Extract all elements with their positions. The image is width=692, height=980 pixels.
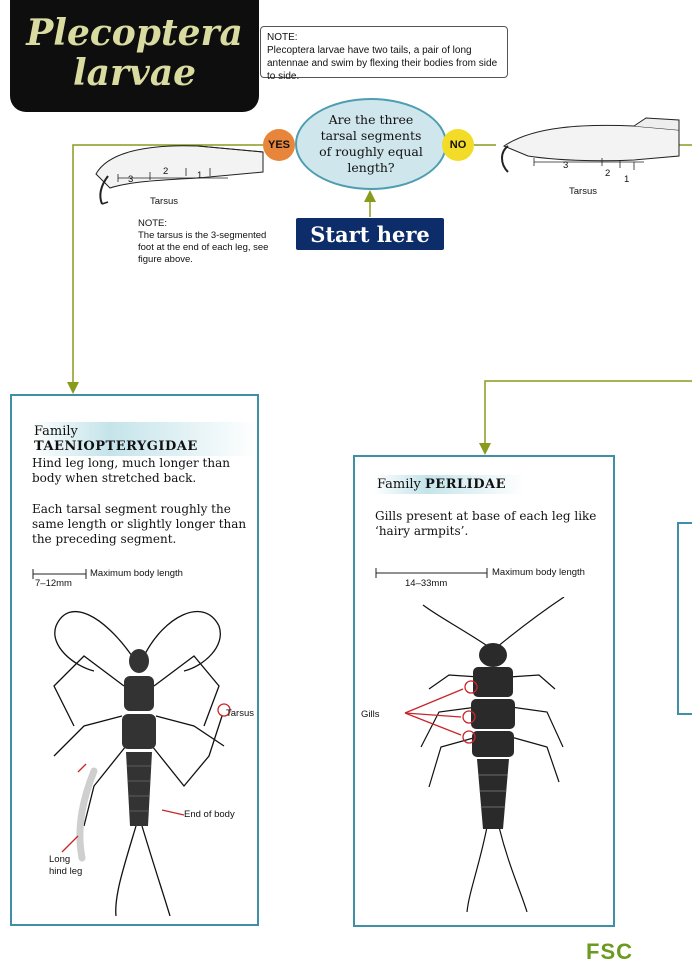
title-line-1: Plecoptera xyxy=(26,12,243,54)
leg-illustration-left xyxy=(88,132,268,212)
tarsus-right-seg3: 3 xyxy=(563,160,569,171)
family1-scale-value: 7–12mm xyxy=(35,578,72,589)
question-ellipse xyxy=(295,98,447,190)
family-prefix: Family xyxy=(377,477,421,492)
title-line-2: larvae xyxy=(72,52,197,94)
question-text: Are the three tarsal segments of roughly equal length? xyxy=(319,112,423,175)
note-left-text: The tarsus is the 3-segmented foot at the end of each leg, see figure above. xyxy=(138,230,269,265)
start-here-banner: Start here xyxy=(296,218,444,250)
family2-scale-value: 14–33mm xyxy=(405,578,448,589)
family-taeniopterygidae-box xyxy=(10,394,259,926)
tarsus-right-seg1: 1 xyxy=(624,174,630,185)
family1-desc-2: Each tarsal segment roughly the same length or slightly longer than the preceding segment. xyxy=(32,502,247,546)
title-block xyxy=(10,0,259,112)
family2-scale-label: Maximum body length xyxy=(492,567,585,578)
family-perlidae-box xyxy=(353,455,615,927)
note-top-label: NOTE: xyxy=(267,32,298,43)
family1-callout-end: End of body xyxy=(184,809,235,820)
family2-callout-gills: Gills xyxy=(361,709,380,720)
tarsus-left-seg3: 3 xyxy=(128,174,134,185)
tarsus-right-label: Tarsus xyxy=(569,186,597,197)
family1-callout-tarsus: Tarsus xyxy=(226,708,254,719)
no-circle: NO xyxy=(442,129,474,161)
yes-circle: YES xyxy=(263,129,295,161)
family-box-partial xyxy=(677,522,692,715)
family-prefix: Family xyxy=(34,424,78,439)
family-name: TAENIOPTERYGIDAE xyxy=(34,439,198,454)
family1-desc-1: Hind leg long, much longer than body when stretched back. xyxy=(32,456,230,485)
family-perlidae-title xyxy=(373,475,524,494)
fsc-logo: FSC xyxy=(586,939,633,964)
perlidae-connector xyxy=(485,381,692,449)
family1-callout-long-1: Long xyxy=(49,854,71,865)
family1-callout-long-2: hind leg xyxy=(49,866,83,877)
tarsus-right-seg2: 2 xyxy=(605,168,611,179)
family-taeniopterygidae-title xyxy=(30,422,257,456)
note-left-label: NOTE: xyxy=(138,218,168,229)
note-left xyxy=(138,218,273,266)
note-top-text: Plecoptera larvae have two tails, a pair of long antennae and swim by flexing their bodies from side to side. xyxy=(267,45,498,82)
insect-illustration-perlidae xyxy=(359,597,609,917)
family1-scale-label: Maximum body length xyxy=(90,568,183,579)
note-top xyxy=(260,26,508,82)
family2-desc-1: Gills present at base of each leg like ‘hairy armpits’. xyxy=(375,509,597,538)
tarsus-left-label: Tarsus xyxy=(150,196,178,207)
tarsus-left-seg2: 2 xyxy=(163,166,169,177)
leg-illustration-right xyxy=(494,116,684,196)
family-name: PERLIDAE xyxy=(425,477,506,492)
tarsus-left-seg1: 1 xyxy=(197,170,203,181)
